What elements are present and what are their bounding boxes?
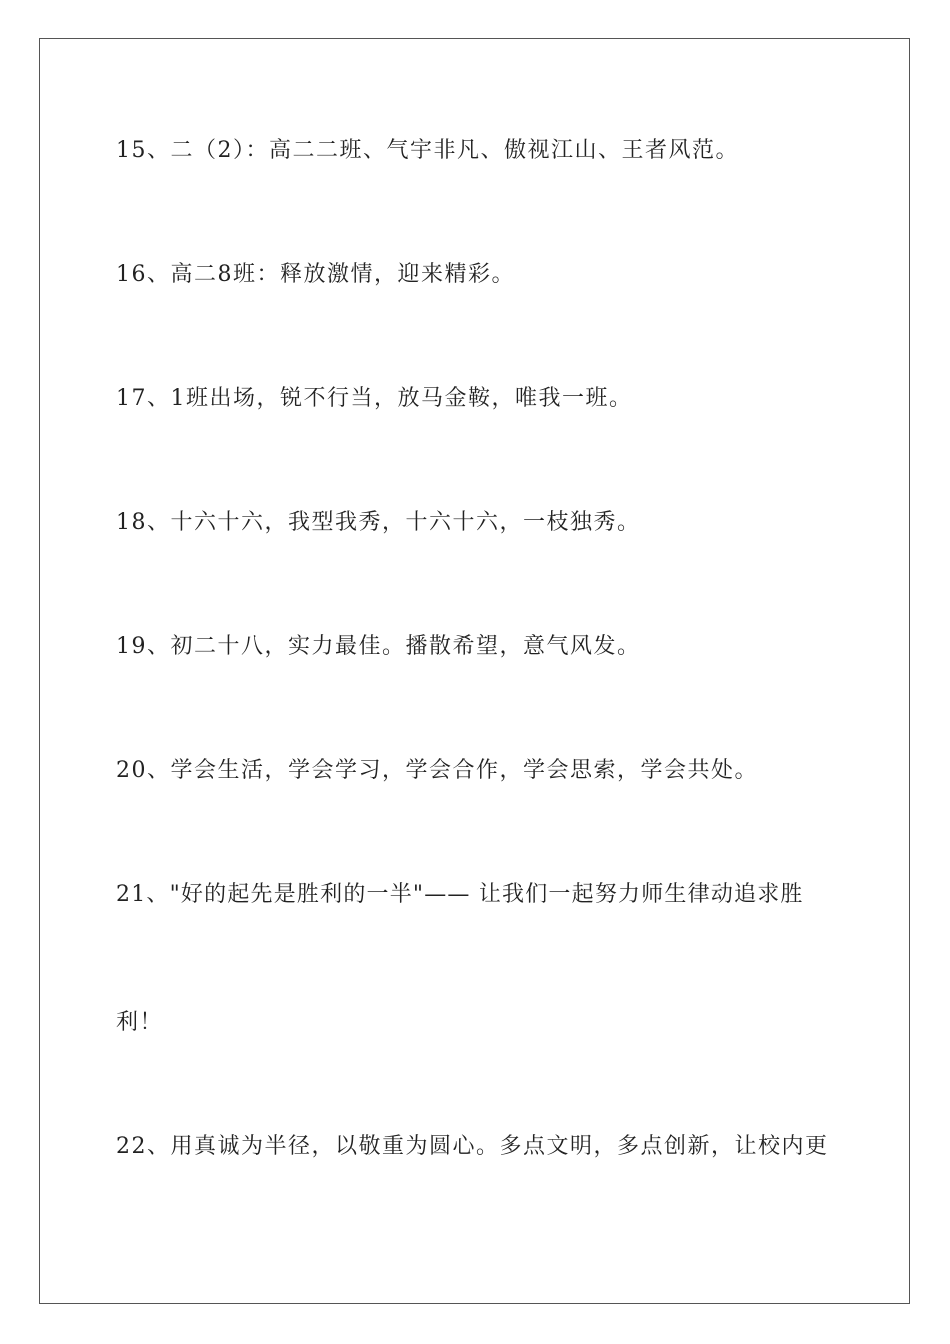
- slogan-line-18: 18、十六十六，我型我秀，十六十六，一枝独秀。: [116, 510, 641, 535]
- slogan-line-20: 20、学会生活，学会学习，学会合作，学会思索，学会共处。: [116, 758, 758, 783]
- slogan-line-16: 16、高二8班：释放激情，迎来精彩。: [116, 262, 515, 287]
- slogan-line-15: 15、二（2）：高二二班、气宇非凡、傲视江山、王者风范。: [116, 138, 739, 163]
- slogan-line-21-continuation: 利！: [116, 1010, 164, 1035]
- slogan-line-22: 22、用真诚为半径，以敬重为圆心。多点文明，多点创新，让校内更: [116, 1134, 829, 1159]
- slogan-line-19: 19、初二十八，实力最佳。播散希望，意气风发。: [116, 634, 641, 659]
- slogan-line-21: 21、"好的起先是胜利的一半"—— 让我们一起努力师生律动追求胜: [116, 882, 804, 907]
- page-frame: [39, 38, 910, 1304]
- slogan-line-17: 17、1班出场，锐不行当，放马金鞍，唯我一班。: [116, 386, 633, 411]
